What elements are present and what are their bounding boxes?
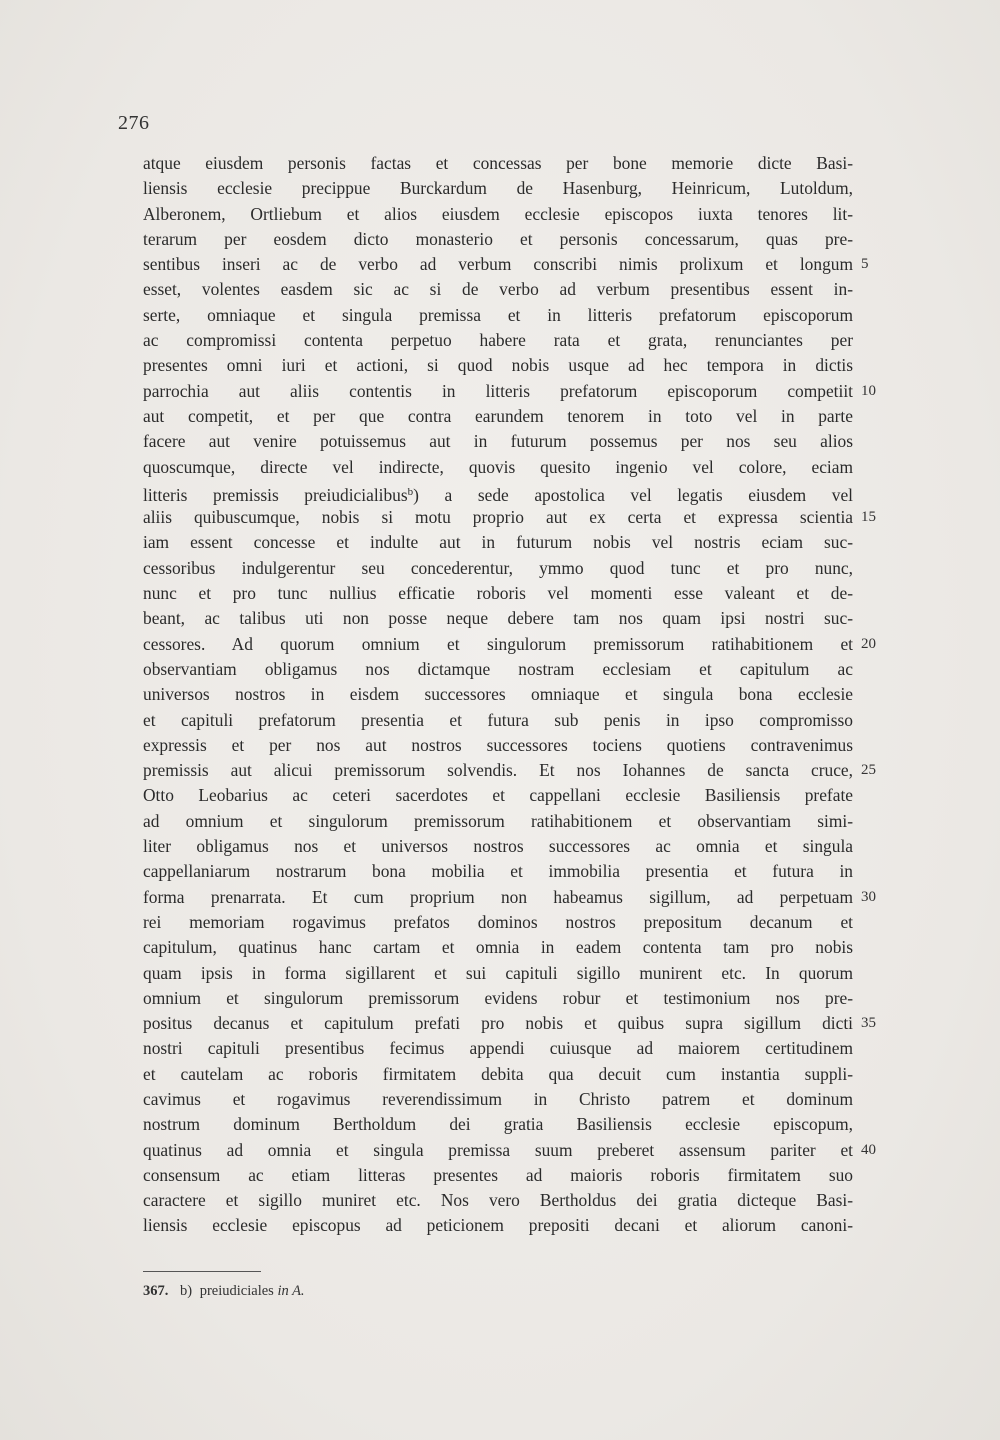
line-text: Otto Leobarius ac ceteri sacerdotes et cappellani ecclesie Basiliensis prefate	[143, 785, 853, 806]
text-line-content	[143, 809, 853, 834]
line-text: universos nostros in eisdem successores omniaque et singula bona ecclesie	[143, 684, 853, 705]
line-text: cavimus et rogavimus reverendissimum in Christo patrem et dominum	[143, 1088, 853, 1109]
text-line	[143, 252, 869, 277]
line-text: cessores. Ad quorum omnium et singulorum premissorum ratihabitionem et	[143, 633, 853, 654]
line-text: caractere et sigillo muniret etc. Nos vero Bertholdus dei gratia dicteque Basi-	[143, 1190, 853, 1211]
line-number: 10	[861, 382, 876, 399]
text-line-content	[143, 1112, 853, 1137]
text-line	[143, 379, 876, 404]
text-line-content	[143, 1163, 853, 1188]
text-line	[143, 682, 853, 707]
text-line-content	[143, 480, 853, 508]
text-line-content	[143, 733, 853, 758]
text-line-content	[143, 783, 853, 808]
text-line-content	[143, 758, 853, 783]
line-text: ad omnium et singulorum premissorum ratihabitionem et observantiam simi-	[143, 810, 853, 831]
line-text: premissis aut alicui premissorum solvendis. Et nos Iohannes de sancta cruce,	[143, 760, 853, 781]
line-number: 35	[861, 1015, 876, 1032]
line-text: ac compromissi contenta perpetuo habere rata et grata, renunciantes per	[143, 330, 853, 351]
text-line-content	[143, 606, 853, 631]
text-line-content	[143, 505, 853, 530]
line-text: positus decanus et capitulum prefati pro nobis et quibus supra sigillum dicti	[143, 1013, 853, 1034]
line-number: 25	[861, 762, 876, 779]
text-line-content	[143, 632, 853, 657]
text-line	[143, 733, 853, 758]
text-line	[143, 885, 876, 910]
line-text: forma prenarrata. Et cum proprium non habeamus sigillum, ad perpetuam	[143, 886, 853, 907]
line-number: 30	[861, 888, 876, 905]
text-line	[143, 328, 853, 353]
text-line	[143, 859, 853, 884]
line-text: rei memoriam rogavimus prefatos dominos nostros prepositum decanum et	[143, 911, 853, 932]
line-text: nostri capituli presentibus fecimus appendi cuiusque ad maiorem certitudinem	[143, 1038, 853, 1059]
footnote-number: 367.	[143, 1283, 169, 1299]
line-text: expressis et per nos aut nostros successores tociens quotiens contravenimus	[143, 734, 853, 755]
text-line	[143, 277, 853, 302]
text-line	[143, 809, 853, 834]
footnote-source: in A.	[277, 1283, 305, 1299]
text-line	[143, 1163, 853, 1188]
line-text: liensis ecclesie precippue Burckardum de Hasenburg, Heinricum, Lutoldum,	[143, 178, 853, 199]
text-line-content	[143, 1087, 853, 1112]
text-line	[143, 480, 853, 505]
footnote-label: b)	[180, 1283, 193, 1299]
line-text: beant, ac talibus uti non posse neque debere tam nos quam ipsi nostri suc-	[143, 608, 853, 629]
text-line	[143, 176, 853, 201]
text-line-content	[143, 935, 853, 960]
text-line-content	[143, 328, 853, 353]
line-text: aut competit, et per que contra earundem tenorem in toto vel in parte	[143, 405, 853, 426]
line-text: presentes omni iuri et actioni, si quod nobis usque ad hec tempora in dictis	[143, 355, 853, 376]
text-line-content	[143, 277, 853, 302]
line-text: aliis quibuscumque, nobis si motu proprio aut ex certa et expressa scientia	[143, 507, 853, 528]
text-line	[143, 1188, 853, 1213]
line-number: 40	[861, 1141, 876, 1158]
line-number: 20	[861, 635, 876, 652]
line-text: quam ipsis in forma sigillarent et sui capituli sigillo munirent etc. In quorum	[143, 962, 853, 983]
text-line-content	[143, 303, 853, 328]
text-line-content	[143, 859, 853, 884]
text-line	[143, 657, 853, 682]
text-line-content	[143, 682, 853, 707]
text-line	[143, 429, 853, 454]
text-line-content	[143, 227, 853, 252]
line-text: nostrum dominum Bertholdum dei gratia Basiliensis ecclesie episcopum,	[143, 1114, 853, 1135]
text-line	[143, 708, 853, 733]
text-line	[143, 834, 853, 859]
text-line	[143, 910, 853, 935]
footnote-marker: b	[407, 485, 414, 498]
line-text: quoscumque, directe vel indirecte, quovis quesito ingenio vel colore, eciam	[143, 456, 853, 477]
text-line	[143, 1138, 876, 1163]
text-line-content	[143, 151, 853, 176]
line-text: observantiam obligamus nos dictamque nostram ecclesiam et capitulum ac	[143, 658, 853, 679]
text-line-content	[143, 1036, 853, 1061]
text-line	[143, 1087, 853, 1112]
text-line	[143, 404, 853, 429]
line-text: capitulum, quatinus hanc cartam et omnia in eadem contenta tam pro nobis	[143, 937, 853, 958]
line-text: et cautelam ac roboris firmitatem debita qua decuit cum instantia suppli-	[143, 1063, 853, 1084]
line-text: esset, volentes easdem sic ac si de verbo ad verbum presentibus essent in-	[143, 279, 853, 300]
text-line-content	[143, 1011, 853, 1036]
line-number: 5	[861, 256, 869, 273]
body-text	[143, 151, 876, 1239]
text-line	[143, 758, 876, 783]
line-text: cappellaniarum nostrarum bona mobilia et immobilia presentia et futura in	[143, 861, 853, 882]
page-number: 276	[118, 112, 150, 134]
text-line	[143, 556, 853, 581]
text-line-content	[143, 961, 853, 986]
line-text: terarum per eosdem dicto monasterio et personis concessarum, quas pre-	[143, 228, 853, 249]
footnote-text: preiudiciales	[199, 1283, 274, 1299]
text-line	[143, 581, 853, 606]
text-line	[143, 530, 853, 555]
line-text: litteris premissis preiudicialibus	[143, 484, 408, 505]
text-line	[143, 986, 853, 1011]
line-text: omnium et singulorum premissorum evidens robur et testimonium nos pre-	[143, 987, 853, 1008]
text-line	[143, 632, 876, 657]
line-text: liensis ecclesie episcopus ad peticionem prepositi decani et aliorum canoni-	[143, 1215, 853, 1236]
text-line-content	[143, 202, 853, 227]
text-line	[143, 303, 853, 328]
line-text: sentibus inseri ac de verbo ad verbum conscribi nimis prolixum et longum	[143, 254, 853, 275]
text-line	[143, 1011, 876, 1036]
text-line-content	[143, 429, 853, 454]
text-line	[143, 606, 853, 631]
text-line-content	[143, 1138, 853, 1163]
text-line-content	[143, 885, 853, 910]
text-line	[143, 353, 853, 378]
text-line-content	[143, 1062, 853, 1087]
text-line-content	[143, 404, 853, 429]
line-text: cessoribus indulgerentur seu concederentur, ymmo quod tunc et pro nunc,	[143, 557, 853, 578]
text-line-content	[143, 708, 853, 733]
text-line-content	[143, 556, 853, 581]
line-text: Alberonem, Ortliebum et alios eiusdem ecclesie episcopos iuxta tenores lit-	[143, 203, 853, 224]
text-line-content	[143, 910, 853, 935]
text-line-content	[143, 176, 853, 201]
line-text: serte, omniaque et singula premissa et in litteris prefatorum episcoporum	[143, 304, 853, 325]
text-line	[143, 1062, 853, 1087]
text-line	[143, 935, 853, 960]
text-line-content	[143, 1188, 853, 1213]
line-text: consensum ac etiam litteras presentes ad maioris roboris firmitatem suo	[143, 1164, 853, 1185]
text-line	[143, 783, 853, 808]
text-line-content	[143, 1213, 853, 1238]
line-text: liter obligamus nos et universos nostros successores ac omnia et singula	[143, 836, 853, 857]
footnote-divider	[143, 1271, 261, 1272]
line-text: iam essent concesse et indulte aut in futurum nobis vel nostris eciam suc-	[143, 532, 853, 553]
line-text: atque eiusdem personis factas et concessas per bone memorie dicte Basi-	[143, 153, 853, 173]
text-line-content	[143, 530, 853, 555]
footnote	[143, 1283, 305, 1300]
text-line-content	[143, 581, 853, 606]
text-line	[143, 1213, 853, 1238]
text-line-content	[143, 353, 853, 378]
text-line	[143, 961, 853, 986]
text-line-content	[143, 379, 853, 404]
line-text: quatinus ad omnia et singula premissa suum preberet assensum pariter et	[143, 1139, 853, 1160]
text-line	[143, 1036, 853, 1061]
line-text: nunc et pro tunc nullius efficatie roboris vel momenti esse valeant et de-	[143, 583, 853, 604]
text-line	[143, 505, 876, 530]
text-line	[143, 227, 853, 252]
line-number: 15	[861, 509, 876, 526]
text-line-content	[143, 252, 853, 277]
line-text: facere aut venire potuissemus aut in futurum possemus per nos seu alios	[143, 431, 853, 452]
text-line	[143, 202, 853, 227]
text-line-content	[143, 657, 853, 682]
line-text: parrochia aut aliis contentis in litteris prefatorum episcoporum competiit	[143, 380, 853, 401]
text-line	[143, 455, 853, 480]
line-text: et capituli prefatorum presentia et futura sub penis in ipso compromisso	[143, 709, 853, 730]
line-text-continued: ) a sede apostolica vel legatis eiusdem vel	[413, 484, 853, 505]
text-line-content	[143, 455, 853, 480]
text-line	[143, 151, 853, 176]
text-line-content	[143, 834, 853, 859]
text-line	[143, 1112, 853, 1137]
text-line-content	[143, 986, 853, 1011]
